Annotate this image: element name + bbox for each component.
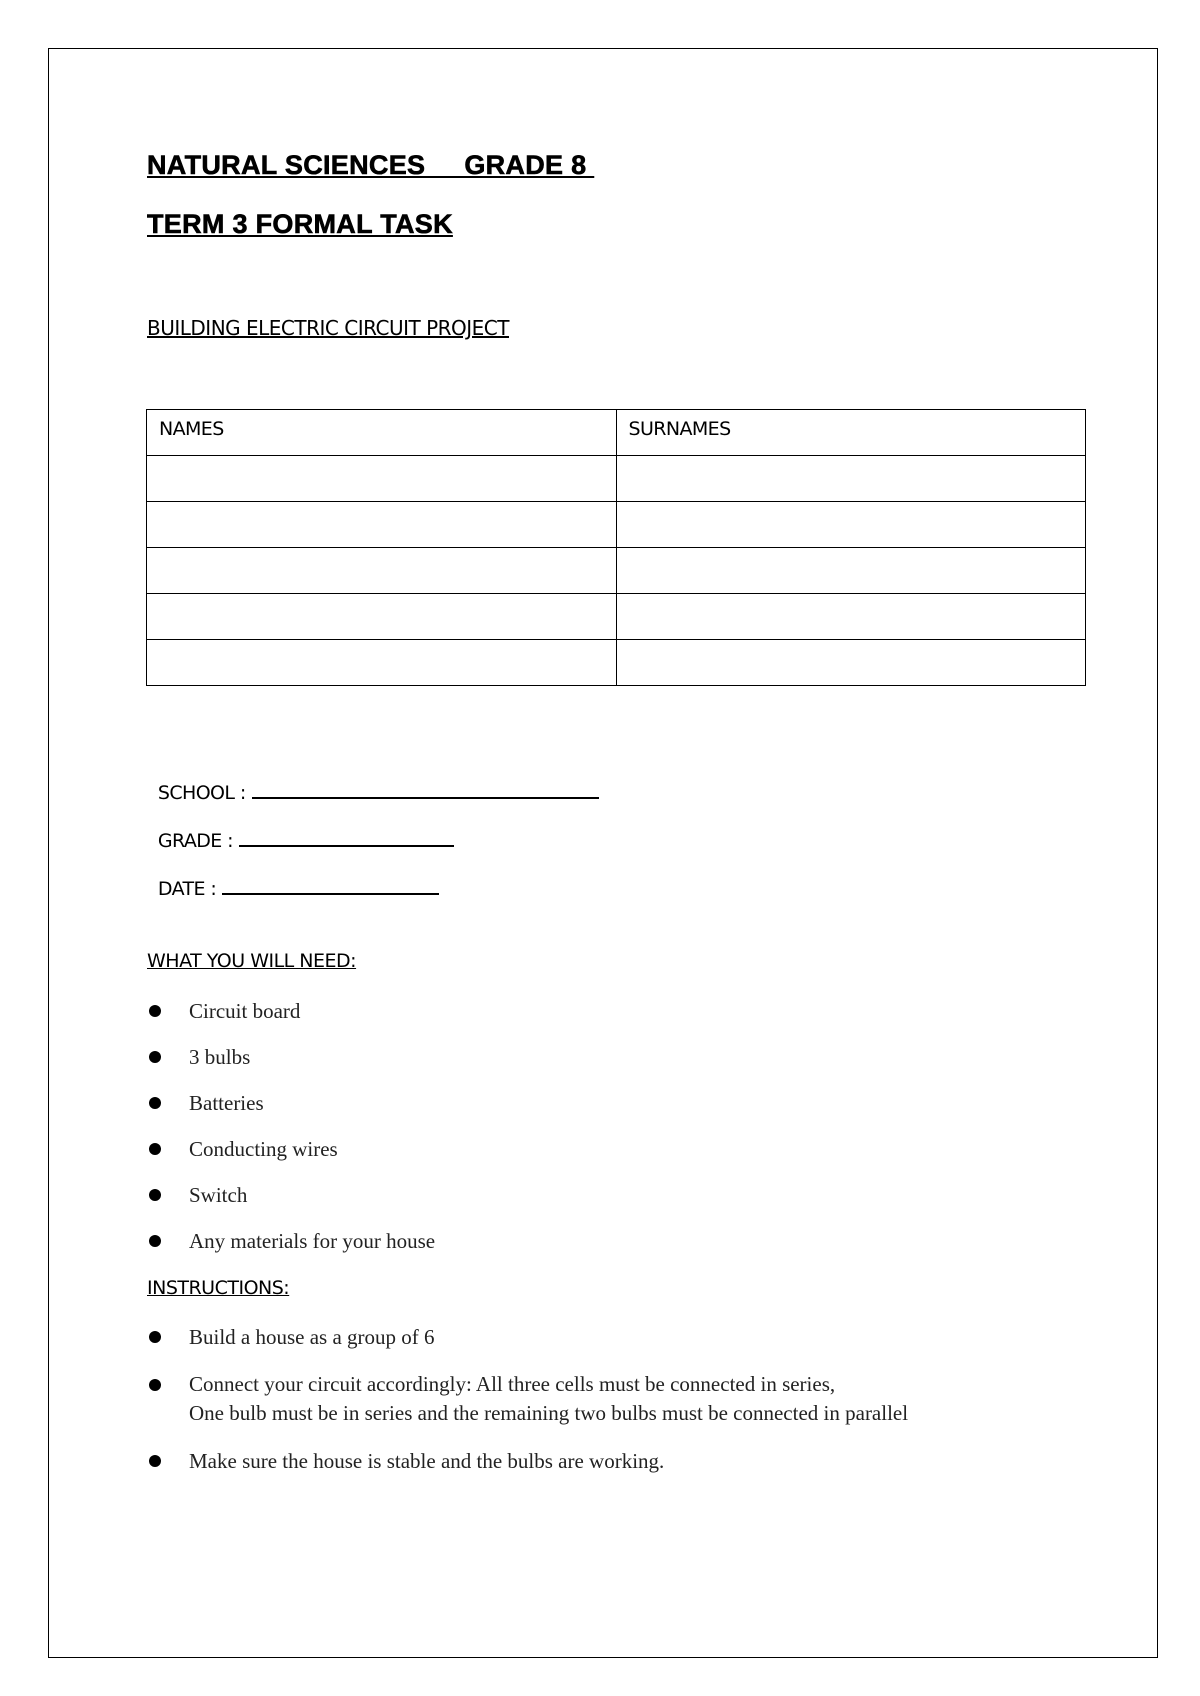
date-label: DATE : xyxy=(157,878,217,900)
grade-field xyxy=(147,805,454,852)
surname-cell[interactable] xyxy=(616,502,1086,548)
table-header-row xyxy=(147,410,1086,456)
school-field xyxy=(147,757,599,804)
list-item: Batteries xyxy=(147,1088,435,1118)
name-cell[interactable] xyxy=(147,456,617,502)
table-row xyxy=(147,594,1086,640)
list-item: Conducting wires xyxy=(147,1134,435,1164)
table-row xyxy=(147,456,1086,502)
table-row xyxy=(147,640,1086,686)
date-blank-line[interactable] xyxy=(222,875,439,895)
subject-heading: NATURAL SCIENCES GRADE 8 xyxy=(147,150,595,180)
needs-title: WHAT YOU WILL NEED: xyxy=(147,950,357,972)
project-title: BUILDING ELECTRIC CIRCUIT PROJECT xyxy=(147,316,509,340)
grade-label: GRADE : xyxy=(157,830,233,852)
bullet-icon xyxy=(149,1143,161,1155)
bullet-icon xyxy=(149,1097,161,1109)
needs-list xyxy=(147,996,435,1256)
grade-blank-line[interactable] xyxy=(239,827,454,847)
bullet-icon xyxy=(149,1235,161,1247)
surname-cell[interactable] xyxy=(616,548,1086,594)
bullet-icon xyxy=(149,1379,161,1391)
bullet-icon xyxy=(149,1005,161,1017)
name-cell[interactable] xyxy=(147,548,617,594)
instructions-list xyxy=(147,1322,908,1476)
bullet-icon xyxy=(149,1331,161,1343)
table-row xyxy=(147,502,1086,548)
table-row xyxy=(147,548,1086,594)
instructions-title: INSTRUCTIONS: xyxy=(147,1277,290,1299)
list-item: Circuit board xyxy=(147,996,435,1026)
date-field xyxy=(147,853,439,900)
bullet-icon xyxy=(149,1189,161,1201)
surname-cell[interactable] xyxy=(616,640,1086,686)
list-item: Connect your circuit accordingly: All three cells must be connected in series, One bulb must be in series and the remaining two bulbs must be connected in parallel xyxy=(147,1370,908,1428)
name-cell[interactable] xyxy=(147,502,617,548)
surname-cell[interactable] xyxy=(616,456,1086,502)
term-heading: TERM 3 FORMAL TASK xyxy=(147,209,453,239)
list-item: Build a house as a group of 6 xyxy=(147,1322,908,1352)
school-label: SCHOOL : xyxy=(157,782,246,804)
list-item: Switch xyxy=(147,1180,435,1210)
list-item: Make sure the house is stable and the bulbs are working. xyxy=(147,1446,908,1476)
list-item: 3 bulbs xyxy=(147,1042,435,1072)
school-blank-line[interactable] xyxy=(252,779,599,799)
name-cell[interactable] xyxy=(147,594,617,640)
surname-cell[interactable] xyxy=(616,594,1086,640)
name-cell[interactable] xyxy=(147,640,617,686)
bullet-icon xyxy=(149,1455,161,1467)
surnames-header: SURNAMES xyxy=(616,410,1086,456)
names-header: NAMES xyxy=(147,410,617,456)
bullet-icon xyxy=(149,1051,161,1063)
names-table xyxy=(146,409,1086,686)
list-item: Any materials for your house xyxy=(147,1226,435,1256)
